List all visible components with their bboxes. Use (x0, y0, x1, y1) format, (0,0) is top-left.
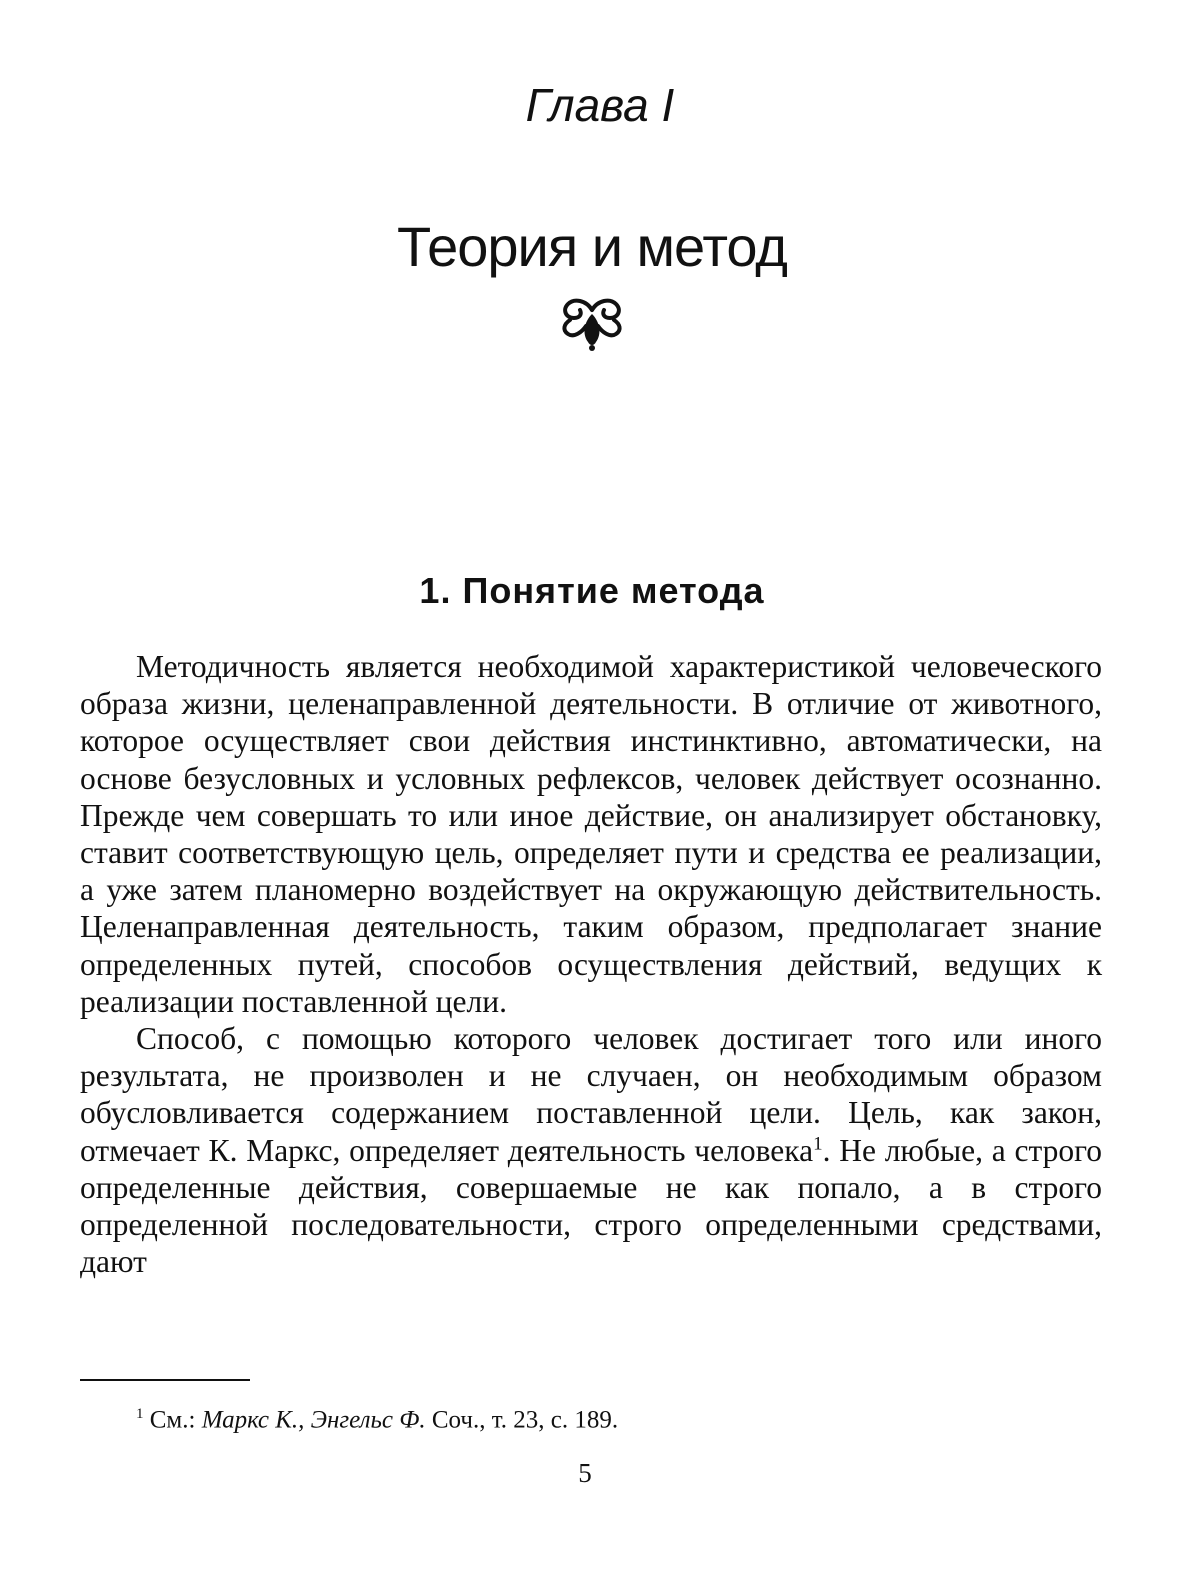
section-title: 1. Понятие метода (419, 570, 765, 611)
floral-ornament-icon (556, 296, 628, 352)
footnote-authors: Маркс К., Энгельс Ф. (201, 1406, 426, 1434)
footnote-divider (80, 1379, 250, 1381)
footnote-source: Соч., т. 23, с. 189. (431, 1406, 619, 1434)
footnote-reference: 1 (813, 1133, 823, 1155)
paragraph: Методичность является необходимой характеристикой человеческого образа жизни, целенаправленной деятельности. В отличие от животного, которое осуществляет свои действия инстинктивно, автоматически, на основе безусловных и условных рефлексов, человек действует осознанно. Прежде чем совершать то или иное действие, он анализирует обстановку, ставит соответствующую цель, определяет пути и средства ее реализации, а уже затем планомерно воздействует на окружающую действительность. Целенаправленная деятельность, таким образом, предполагает знание определенных путей, способов осуществления действий, ведущих к реализации поставленной цели. (80, 649, 1102, 1019)
page-number: 5 (578, 1458, 592, 1488)
chapter-label: Глава I (525, 79, 675, 131)
footnote (136, 1398, 1096, 1436)
body-text (80, 648, 1102, 1280)
footnote-prefix: См.: (149, 1406, 196, 1434)
paragraph-text: Способ, с помощью которого человек достигает того или иного результата, не произволен и не случаен, он необходимым образом обусловливается содержанием поставленной цели. Цель, как закон, отмечает К. Маркс, определяет деятельность человека (80, 1021, 1102, 1168)
footnote-number: 1 (136, 1406, 144, 1422)
chapter-title: Теория и метод (397, 215, 787, 278)
paragraph-text: . Не любые, а строго определенные действия, совершаемые не как попало, а в строго определенной последовательности, строго определенными средствами, дают (80, 1132, 1103, 1280)
paragraph (80, 1020, 1102, 1280)
